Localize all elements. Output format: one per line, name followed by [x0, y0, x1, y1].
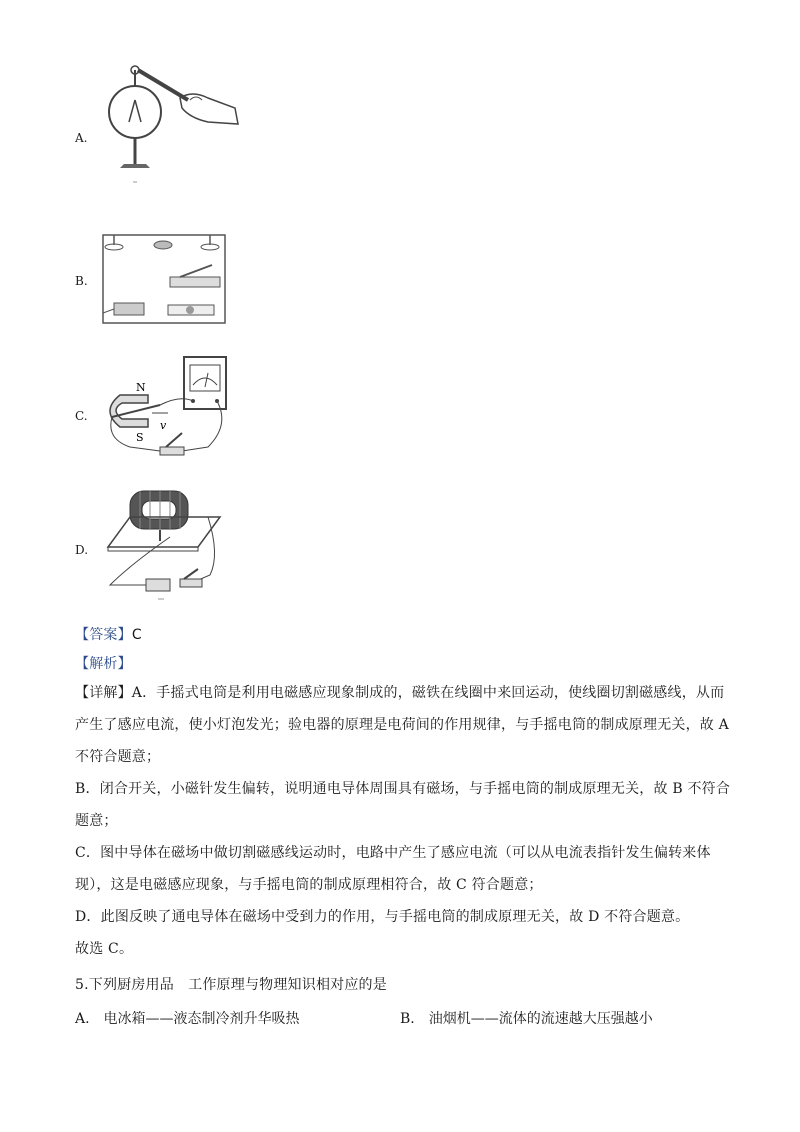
detail-line-8: D．此图反映了通电导体在磁场中受到力的作用，与手摇电筒的制成原理无关，故 D 不符合题意。 — [75, 909, 690, 925]
detail-line-6: C．图中导体在磁场中做切割磁感线运动时，电路中产生了感应电流（可以从电流表指针发生偏转来体 — [75, 845, 711, 861]
detail-line-5: 题意； — [75, 813, 118, 829]
compass-circuit-figure — [100, 225, 230, 330]
detail-line-2: 产生了感应电流，使小灯泡发光；验电器的原理是电荷间的作用规律，与手摇电筒的制成原理无关，故 A — [75, 717, 729, 733]
option-c-label: C. — [75, 409, 88, 423]
option-a-label: A. — [75, 131, 88, 145]
south-pole-label: S — [136, 431, 144, 444]
question-5-option-a: A. 电冰箱——液态制冷剂升华吸热 — [75, 1011, 300, 1027]
answer-tag: 【答案】 — [75, 627, 132, 643]
analysis-tag: 【解析】 — [75, 656, 132, 672]
detail-line-9: 故选 C。 — [75, 941, 134, 957]
current-carrying-coil-figure — [100, 485, 230, 605]
velocity-label: v — [160, 419, 167, 432]
detail-line-7: 现），这是电磁感应现象，与手摇电筒的制成原理相符合，故 C 符合题意； — [75, 877, 543, 893]
option-b-label: B. — [75, 274, 88, 288]
option-d-label: D. — [75, 543, 89, 557]
question-5-option-b: B. 油烟机——流体的流速越大压强越小 — [400, 1011, 653, 1027]
detail-line-1: 【详解】A．手摇式电筒是利用电磁感应现象制成的，磁铁在线圈中来回运动，使线圈切割磁感线，从而 — [75, 685, 725, 701]
detail-line-4: B．闭合开关，小磁针发生偏转，说明通电导体周围具有磁场，与手摇电筒的制成原理无关，故 B 不符合 — [75, 781, 731, 797]
answer-line — [75, 624, 142, 644]
detail-line-3: 不符合题意； — [75, 749, 161, 765]
conductor-in-magnetic-field-figure — [100, 355, 240, 465]
analysis-line — [75, 653, 132, 673]
electroscope-figure — [100, 60, 245, 190]
north-pole-label: N — [136, 381, 146, 394]
answer-value: C — [131, 627, 142, 643]
question-5-stem: 5.下列厨房用品 工作原理与物理知识相对应的是 — [75, 977, 387, 993]
